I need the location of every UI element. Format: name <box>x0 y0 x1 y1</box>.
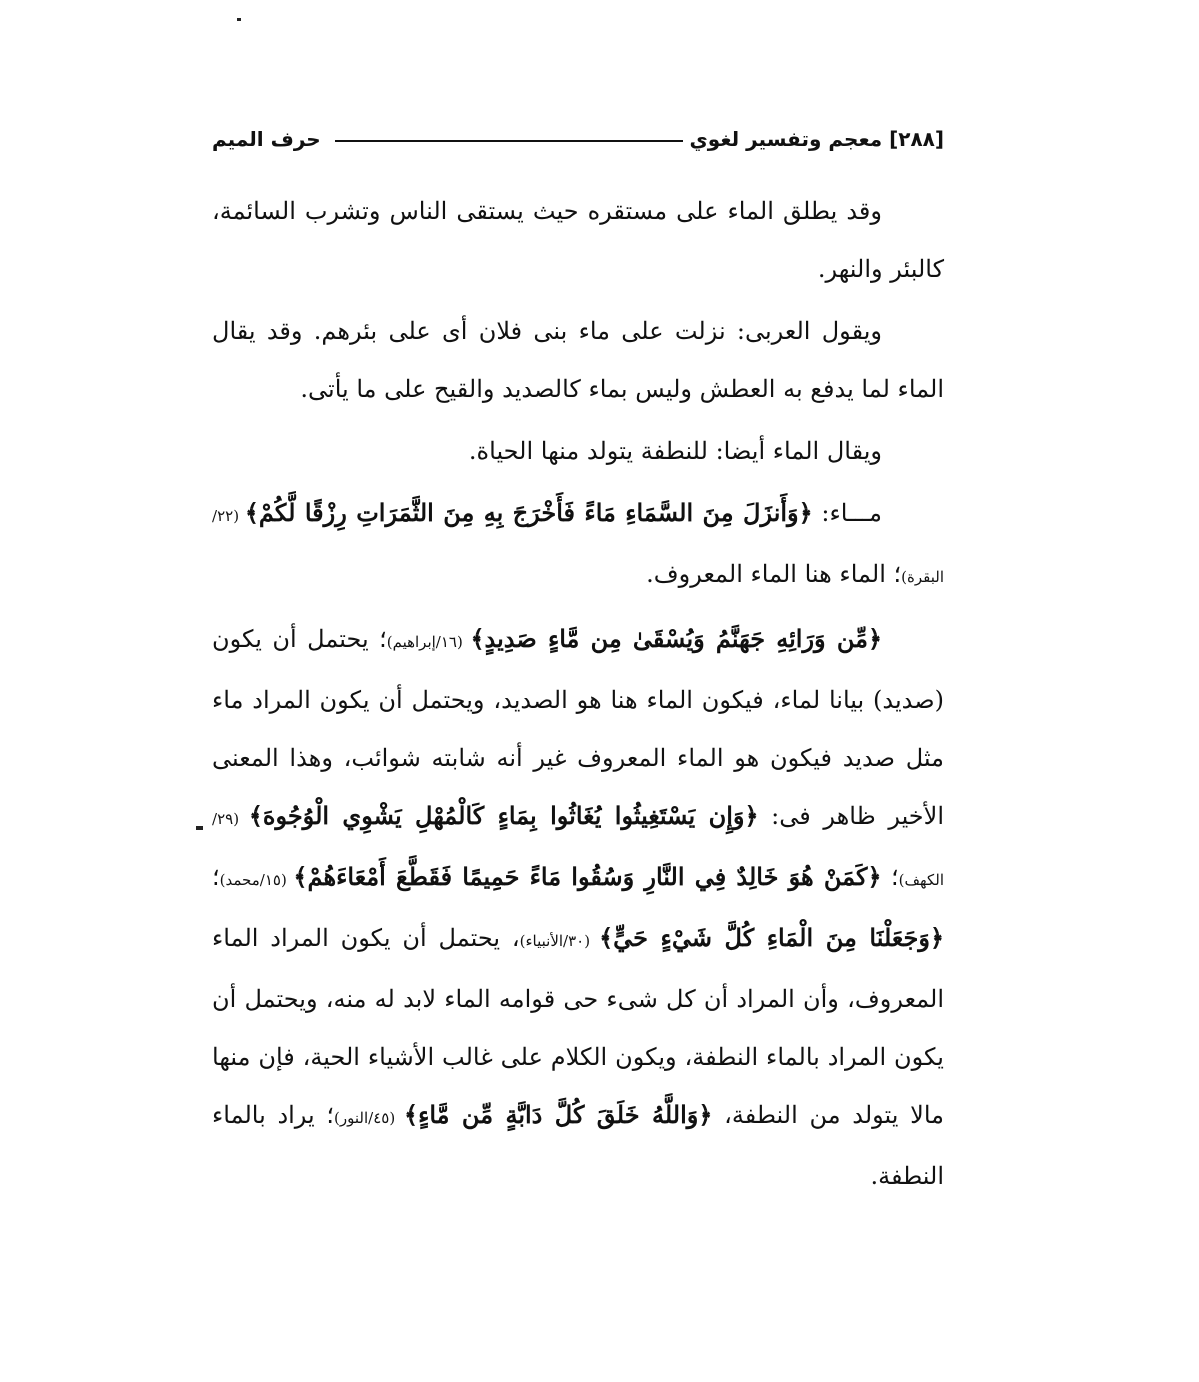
paragraph <box>212 422 944 480</box>
text-run: ويقال الماء أيضا: للنطفة يتولد منها الحياة. <box>468 437 882 465</box>
text-run: ، يحتمل أن يكون المراد الماء المعروف، وأن المراد أن كل شىء حى قوامه الماء لابد له منه، ويحتمل أن يكون المراد بالماء النطفة، ويكون الكلام على غالب الأشياء الحية، فإن منها مالا يتولد من النطفة، <box>212 924 944 1129</box>
verse-reference: (٣٠/الأنبياء) <box>519 932 600 950</box>
quran-quote: ﴿وَإِن يَسْتَغِيثُوا يُغَاثُوا بِمَاءٍ كَالْمُهْلِ يَشْوِي الْوُجُوهَ﴾ <box>248 801 759 830</box>
scan-speck <box>237 18 241 21</box>
verse-reference: (١٥/محمد) <box>219 871 294 889</box>
text-run: ؛ الماء هنا الماء المعروف. <box>646 560 902 588</box>
verse-reference: (٤٥/النور) <box>334 1109 405 1127</box>
section-title: حرف الميم <box>212 127 321 151</box>
verse-reference: (١٦/إبراهيم) <box>386 633 471 651</box>
header-rule <box>335 140 684 142</box>
paragraph <box>212 182 944 298</box>
running-head <box>212 122 944 156</box>
quran-quote: ﴿وَجَعَلْنَا مِنَ الْمَاءِ كُلَّ شَيْءٍ حَيٍّ﴾ <box>599 923 945 952</box>
verse-reference: (٢٩/الكهف) <box>212 810 944 889</box>
text-run: ؛ <box>881 863 899 891</box>
paragraph <box>212 302 944 418</box>
text-run: ؛ <box>212 863 220 891</box>
body-text <box>212 182 944 1205</box>
text-run: ويقول العربى: نزلت على ماء بنى فلان أى على بئرهم. وقد يقال الماء لما يدفع به العطش وليس بماء كالصديد والقيح على ما يأتى. <box>212 317 944 403</box>
text-run: ؛ يحتمل أن يكون (صديد) بيانا لماء، فيكون الماء هنا هو الصديد، ويحتمل أن يكون المراد ماء مثل صديد فيكون هو الماء المعروف غير أنه شابته شوائب، وهذا المعنى الأخير ظاهر فى: <box>212 625 944 830</box>
text-run: مـــاء: <box>812 499 883 527</box>
quran-quote: ﴿كَمَنْ هُوَ خَالِدٌ فِي النَّارِ وَسُقُوا مَاءً حَمِيمًا فَقَطَّعَ أَمْعَاءَهُمْ﴾ <box>293 862 882 891</box>
text-run: وقد يطلق الماء على مستقره حيث يستقى الناس وتشرب السائمة، كالبئر والنهر. <box>212 197 944 283</box>
text-run: ؛ يراد بالماء النطفة. <box>212 1101 944 1190</box>
quran-quote: ﴿وَاللَّهُ خَلَقَ كُلَّ دَابَّةٍ مِّن مَّاءٍ﴾ <box>404 1100 713 1129</box>
quran-quote: ﴿وَأَنزَلَ مِنَ السَّمَاءِ مَاءً فَأَخْرَجَ بِهِ مِنَ الثَّمَرَاتِ رِزْقًا لَّكُمْ﴾ <box>244 498 813 527</box>
book-page <box>212 122 944 1209</box>
paragraph <box>212 610 944 1205</box>
page-title: [٢٨٨] معجم وتفسير لغوي <box>689 127 944 151</box>
paragraph <box>212 484 944 606</box>
scan-speck <box>196 826 203 830</box>
verse-reference: (٢٢/البقرة) <box>212 507 944 586</box>
quran-quote: ﴿مِّن وَرَائِهِ جَهَنَّمُ وَيُسْقَىٰ مِن مَّاءٍ صَدِيدٍ﴾ <box>470 624 883 653</box>
